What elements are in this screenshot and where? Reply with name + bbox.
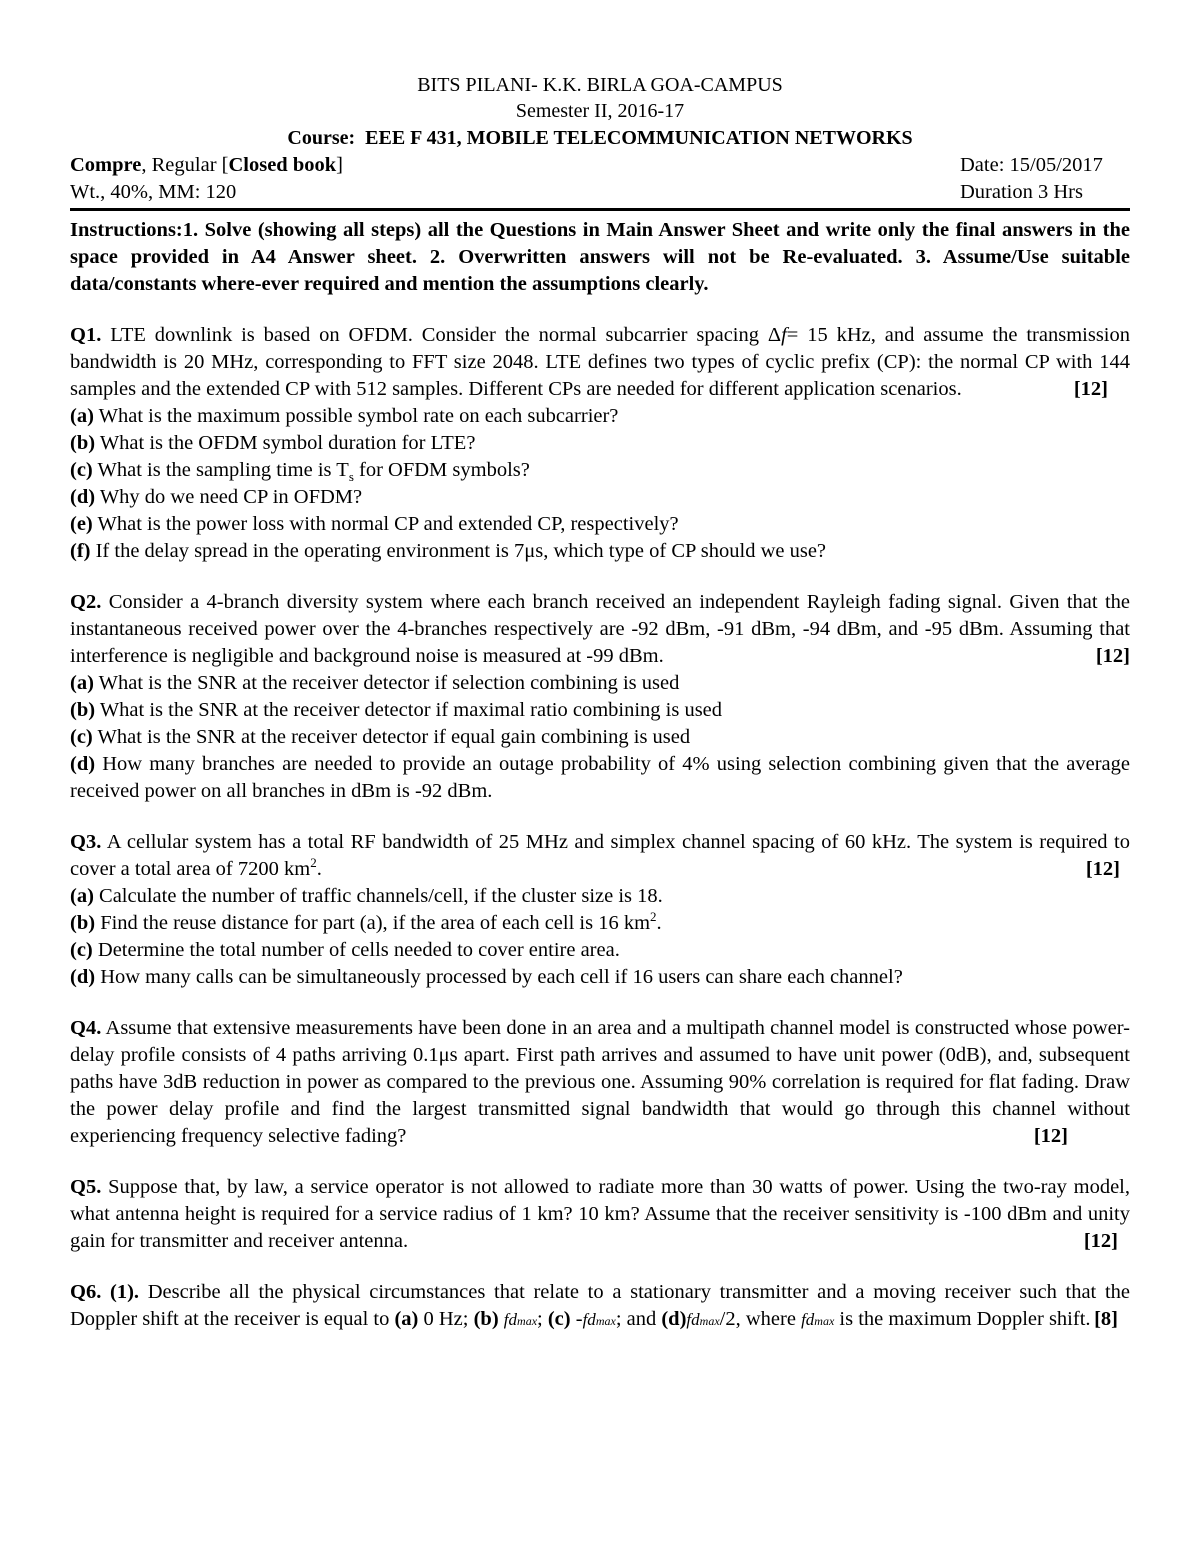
fdmax-symbol-end: fdmax [801,1310,835,1329]
question-2-marks: [12] [1095,645,1130,667]
question-1 [70,322,1130,565]
exam-type [70,152,343,179]
question-6-body: Q6. (1). Describe all the physical circumstances that relate to a stationary transmitter and a moving receiver such that the Doppler shift at the receiver is equal to (a) 0 Hz; (b) fdmax; (c) -fdmax; and (d)fdmax/2, where fdmax is the maximum Doppler shift. [8] [70,1279,1130,1333]
question-3-part-c: (c) Determine the total number of cells needed to cover entire area. [70,939,620,961]
question-4-text: Assume that extensive measurements have been done in an area and a multipath channel model is constructed whose power-delay profile consists of 4 paths arriving 0.1μs apart. First path arrives and assumed to have unit power (0dB), and, subsequent paths have 3dB reduction in power as compared to the previous one. Assuming 90% correlation is required for flat fading. Draw the power delay profile and find the largest transmitted signal bandwidth that would go through this channel without experiencing frequency selective fading? [70,1017,1130,1147]
question-1-text-b: = 15 kHz, and assume the transmission bandwidth is 20 MHz, corresponding to FFT size 2048. LTE defines two types of cyclic prefix (CP): the normal CP with 144 samples and the extended CP with 512 samples. Different CPs are needed for different application scenarios. [70,324,1130,400]
exam-type-rest: , Regular [ [141,154,229,176]
exam-page [70,72,1130,1333]
question-2-part-d: (d) How many branches are needed to provide an outage probability of 4% using selection combining given that the average received power on all branches in dBm is -92 dBm. [70,753,1130,802]
question-5-body [70,1174,1130,1255]
institute-title: BITS PILANI- K.K. BIRLA GOA-CAMPUS [417,74,783,96]
question-4-body [70,1015,1130,1150]
question-2-number: Q2. [70,591,102,613]
question-6-subnumber: (1). [110,1281,140,1303]
question-3-part-d: (d) How many calls can be simultaneously processed by each cell if 16 users can share each channel? [70,966,903,988]
question-1-part-c: (c) What is the sampling time is $T_s$ for OFDM symbols? [70,459,530,485]
exam-duration: Duration 3 Hrs [960,181,1083,203]
semester-line: Semester II, 2016-17 [515,100,685,122]
question-3-body: Q3. A cellular system has a total RF bandwidth of 25 MHz and simplex channel spacing of 60 kHz. The system is required to cover a total area of 7200 $km^2$. [12] [70,829,1130,883]
question-1-f-symbol: f [781,324,787,346]
bracket-close: ] [336,154,343,176]
fdmax-symbol-c: fdmax [582,1310,616,1329]
header-divider [70,208,1130,211]
question-1-body [70,322,1130,403]
question-5-text: Suppose that, by law, a service operator is not allowed to radiate more than 30 watts of power. Using the two-ray model, what antenna height is required for a service radius of 1 km? 10 km? Assume that the receiver sensitivity is -100 dBm and unity gain for transmitter and receiver antenna. [70,1176,1130,1252]
exam-meta-row-2 [70,179,1130,206]
question-6 [70,1279,1130,1333]
question-5 [70,1174,1130,1255]
question-1-part-d: (d) Why do we need CP in OFDM? [70,486,363,508]
exam-weight: Wt., 40%, MM: 120 [70,181,237,203]
instructions: Instructions:1. Solve (showing all steps) all the Questions in Main Answer Sheet and write only the final answers in the space provided in A4 Answer sheet. 2. Overwritten answers will not be Re-evaluated. 3. Assume/Use suitable data/constants where-ever required and mention the assumptions clearly. [70,219,1130,295]
question-1-part-a: (a) What is the maximum possible symbol rate on each subcarrier? [70,405,619,427]
question-3 [70,829,1130,991]
question-4-marks: [12] [1033,1125,1068,1147]
question-4 [70,1015,1130,1150]
question-2-part-c: (c) What is the SNR at the receiver detector if equal gain combining is used [70,726,691,748]
course-name: EEE F 431, MOBILE TELECOMMUNICATION NETWORKS [365,127,913,149]
fdmax-symbol-b: fdmax [503,1310,538,1329]
question-2-text: Consider a 4-branch diversity system where each branch received an independent Rayleigh fading signal. Given that the instantaneous received power over the 4-branches respectively are -92 dBm, -91 dBm, -94 dBm, and -95 dBm. Assuming that interference is negligible and background noise is measured at -99 dBm. [70,591,1130,667]
question-3-text: A cellular system has a total RF bandwidth of 25 MHz and simplex channel spacing of 60 kHz. The system is required to cover a total area of 7200 km [70,831,1130,880]
exam-date: Date: 15/05/2017 [960,154,1103,176]
fdmax-symbol-d: fdmax [686,1310,720,1329]
question-2-part-a: (a) What is the SNR at the receiver detector if selection combining is used [70,672,680,694]
question-3-number: Q3. [70,831,102,853]
question-3-marks: [12] [1085,858,1120,880]
question-1-part-f: (f) If the delay spread in the operating environment is 7μs, which type of CP should we use? [70,540,827,562]
question-3-part-a: (a) Calculate the number of traffic channels/cell, if the cluster size is 18. [70,885,663,907]
ts-subscript: s [348,469,354,485]
question-6-number: Q6. [70,1281,102,1303]
question-5-number: Q5. [70,1176,102,1198]
question-1-text-a: LTE downlink is based on OFDM. Consider the normal subcarrier spacing Δ [101,324,782,346]
exam-meta-row-1 [70,152,1130,179]
course-line [70,124,1130,152]
question-1-part-b: (b) What is the OFDM symbol duration for LTE? [70,432,476,454]
question-1-number: Q1. [70,324,102,346]
exam-type-bold: Compre [70,154,142,176]
question-6-marks: [8] [1094,1308,1118,1330]
book-type: Closed book [228,154,337,176]
question-4-number: Q4. [70,1017,102,1039]
question-1-marks: [12] [1073,378,1108,400]
question-2-part-b: (b) What is the SNR at the receiver detector if maximal ratio combining is used [70,699,723,721]
course-label: Course: [287,127,356,149]
question-5-marks: [12] [1083,1230,1118,1252]
question-1-part-e: (e) What is the power loss with normal CP and extended CP, respectively? [70,513,679,535]
question-3-part-b: (b) Find the reuse distance for part (a), if the area of each cell is 16 $km^2$. [70,909,662,934]
question-2 [70,589,1130,805]
question-2-body [70,589,1130,670]
